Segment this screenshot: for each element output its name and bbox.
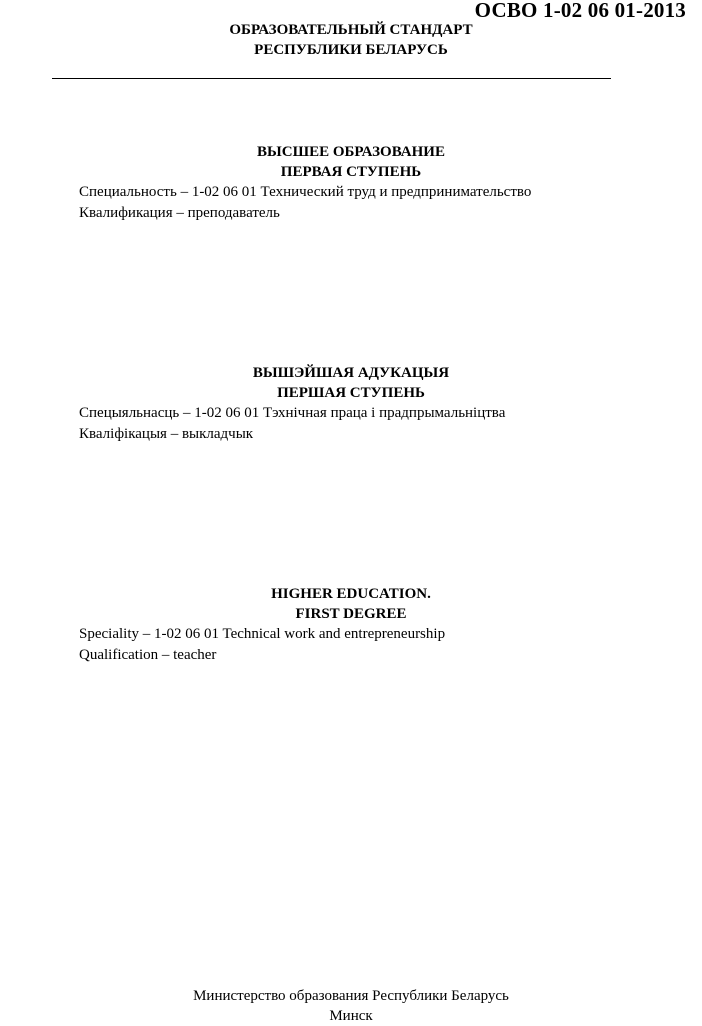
section-body [79,403,702,445]
ministry-name: Министерство образования Республики Беларусь [193,988,509,1004]
publisher-footer [0,986,702,1026]
speciality-line: Спецыяльнасць – 1-02 06 01 Тэхнічная праца і прадпрымальніцтва [79,405,506,421]
section-heading-line-2: FIRST DEGREE [295,606,407,622]
section-heading [0,363,702,403]
standard-title-line-2: РЕСПУБЛИКИ БЕЛАРУСЬ [254,42,448,58]
section-heading-line-1: ВЫСШЕЕ ОБРАЗОВАНИЕ [257,144,445,160]
document-code: ОСВО 1-02 06 01-2013 [474,0,686,22]
publication-city: Минск [329,1008,373,1024]
section-english [0,584,702,666]
header-divider [52,78,611,79]
section-heading-line-1: ВЫШЭЙШАЯ АДУКАЦЫЯ [252,365,450,381]
section-heading [0,584,702,624]
standard-title [0,20,702,60]
section-heading-line-2: ПЕРШАЯ СТУПЕНЬ [277,385,425,401]
section-heading-line-1: HIGHER EDUCATION. [271,586,431,602]
qualification-line: Кваліфікацыя – выкладчык [79,426,254,442]
section-heading [0,142,702,182]
section-heading-line-2: ПЕРВАЯ СТУПЕНЬ [280,164,422,180]
section-russian [0,142,702,224]
section-belarusian [0,363,702,445]
section-body [79,624,702,666]
section-body [79,182,702,224]
speciality-line: Speciality – 1-02 06 01 Technical work and entrepreneurship [79,626,446,642]
qualification-line: Квалификация – преподаватель [79,205,280,221]
qualification-line: Qualification – teacher [79,647,217,663]
standard-title-line-1: ОБРАЗОВАТЕЛЬНЫЙ СТАНДАРТ [229,22,473,38]
speciality-line: Специальность – 1-02 06 01 Технический труд и предпринимательство [79,184,532,200]
